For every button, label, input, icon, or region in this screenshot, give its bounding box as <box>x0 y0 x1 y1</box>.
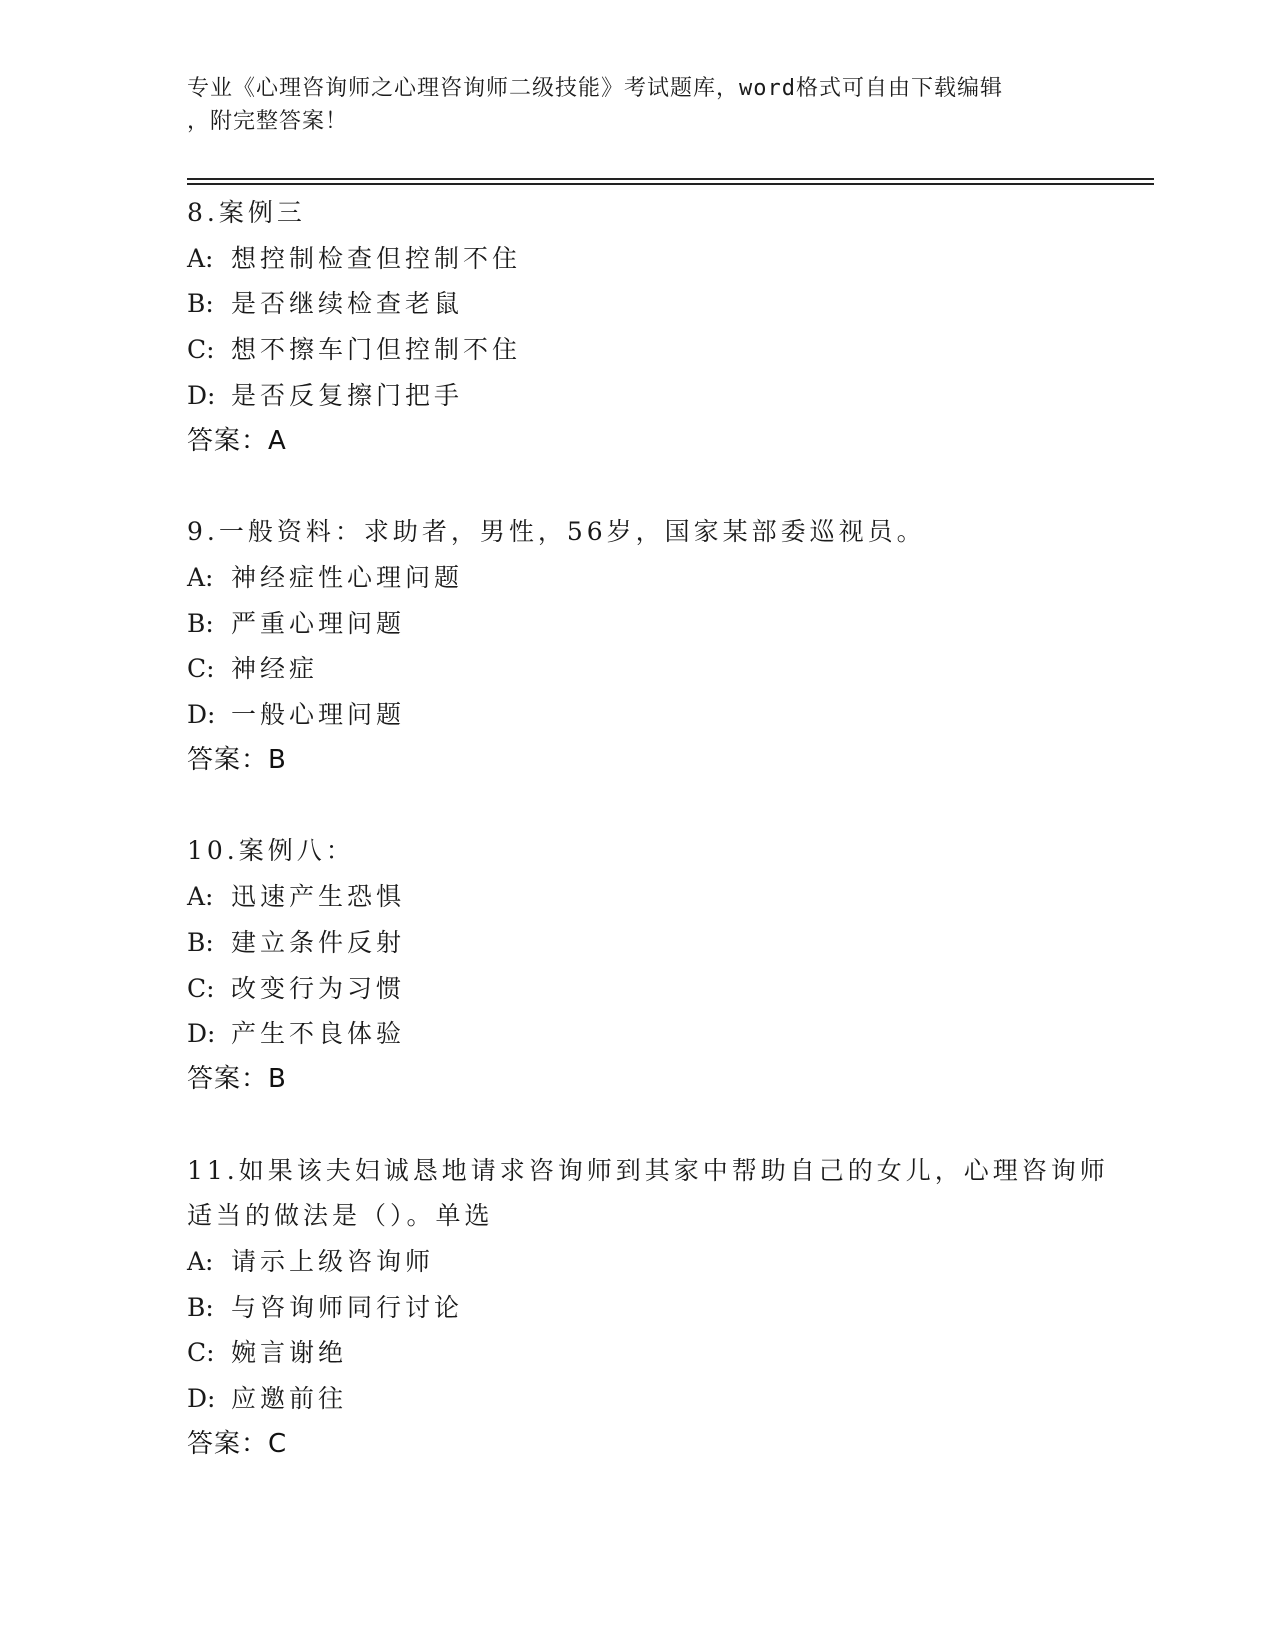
option-a <box>187 555 1127 601</box>
question-10 <box>187 828 1127 1102</box>
answer-line: 答案：C <box>187 1428 288 1459</box>
document-header <box>187 72 1067 138</box>
option-letter: D: <box>187 380 216 410</box>
question-9 <box>187 509 1127 783</box>
option-text: 是否继续检查老鼠 <box>231 289 464 319</box>
question-stem: 10.案例八： <box>187 836 355 866</box>
option-b <box>187 281 1127 327</box>
option-b <box>187 601 1127 647</box>
option-letter: A: <box>187 562 214 592</box>
option-letter: C: <box>187 1338 215 1368</box>
option-text: 改变行为习惯 <box>231 973 406 1003</box>
option-letter: C: <box>187 973 215 1003</box>
option-a <box>187 1239 1127 1285</box>
option-d <box>187 692 1127 738</box>
option-c <box>187 646 1127 692</box>
header-line-2: ，附完整答案！ <box>187 109 349 134</box>
question-11 <box>187 1148 1127 1468</box>
option-c <box>187 1330 1127 1376</box>
option-letter: B: <box>187 608 214 638</box>
option-letter: B: <box>187 289 214 319</box>
option-c <box>187 327 1127 373</box>
header-line-1: 专业《心理咨询师之心理咨询师二级技能》考试题库，word格式可自由下载编辑 <box>187 76 1003 101</box>
option-b <box>187 1285 1127 1331</box>
option-letter: B: <box>187 927 214 957</box>
option-letter: D: <box>187 1384 216 1414</box>
option-text: 一般心理问题 <box>231 700 406 730</box>
answer-line: 答案：B <box>187 744 287 775</box>
option-text: 婉言谢绝 <box>231 1338 348 1368</box>
question-8 <box>187 190 1127 464</box>
option-text: 想不擦车门但控制不住 <box>231 335 522 365</box>
option-a <box>187 874 1127 920</box>
option-text: 迅速产生恐惧 <box>231 882 406 912</box>
question-list <box>187 190 1127 1513</box>
option-text: 严重心理问题 <box>231 608 406 638</box>
option-letter: A: <box>187 882 214 912</box>
question-stem: 9.一般资料：求助者，男性，56岁，国家某部委巡视员。 <box>187 517 926 547</box>
option-letter: C: <box>187 654 215 684</box>
header-divider-bottom <box>187 183 1154 185</box>
option-text: 与咨询师同行讨论 <box>231 1292 464 1322</box>
answer-line: 答案：B <box>187 1063 287 1094</box>
option-text: 建立条件反射 <box>231 927 406 957</box>
option-text: 是否反复擦门把手 <box>231 380 464 410</box>
question-stem: 8.案例三 <box>187 198 306 227</box>
option-text: 神经症 <box>231 654 319 684</box>
option-d <box>187 1376 1127 1422</box>
option-text: 想控制检查但控制不住 <box>231 243 522 273</box>
option-letter: A: <box>187 1247 214 1277</box>
option-letter: D: <box>187 700 216 730</box>
question-stem: 11.如果该夫妇诚恳地请求咨询师到其家中帮助自己的女儿，心理咨询师适当的做法是（）。单选 <box>187 1155 1109 1231</box>
option-letter: C: <box>187 335 215 365</box>
header-divider-top <box>187 178 1154 180</box>
option-letter: D: <box>187 1019 216 1049</box>
option-text: 请示上级咨询师 <box>231 1247 435 1277</box>
answer-line: 答案：A <box>187 425 287 456</box>
option-text: 神经症性心理问题 <box>231 562 464 592</box>
option-a <box>187 236 1127 282</box>
option-d <box>187 1011 1127 1057</box>
option-d <box>187 373 1127 419</box>
option-c <box>187 966 1127 1012</box>
option-letter: A: <box>187 243 214 273</box>
option-letter: B: <box>187 1292 214 1322</box>
option-text: 应邀前往 <box>231 1384 348 1414</box>
option-text: 产生不良体验 <box>231 1019 406 1049</box>
option-b <box>187 920 1127 966</box>
